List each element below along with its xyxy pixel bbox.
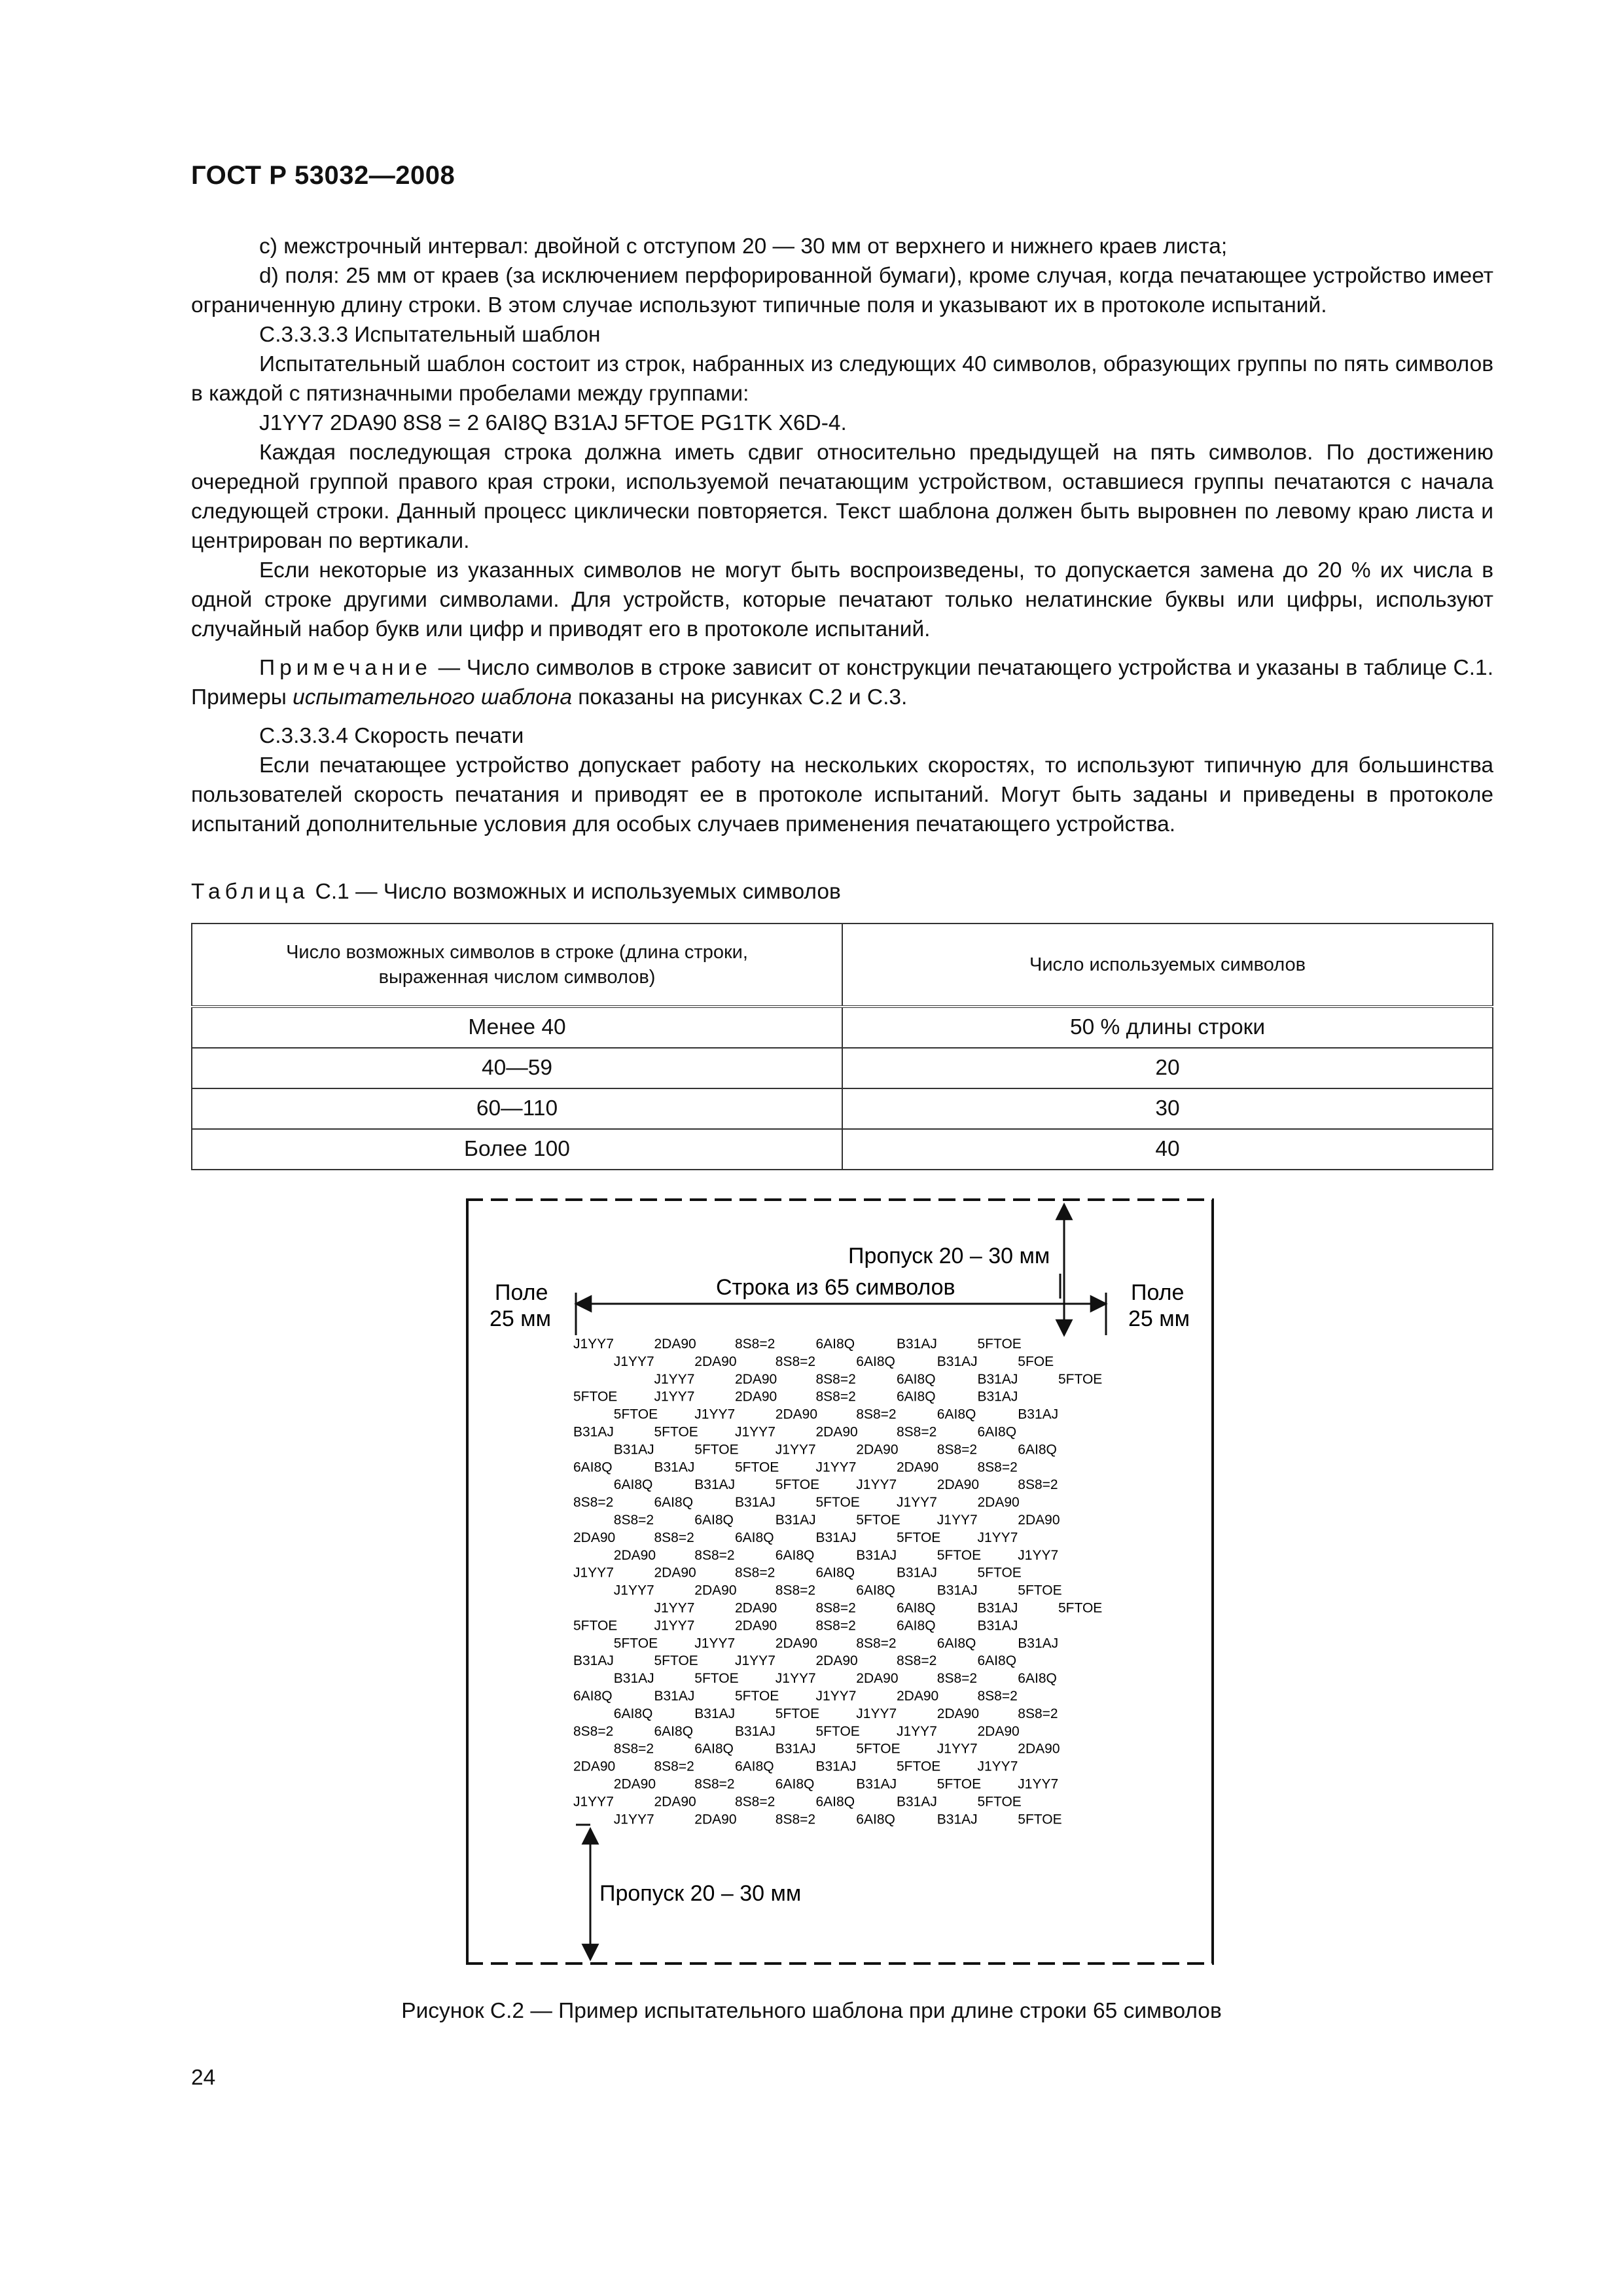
pattern-group: 6AI8Q xyxy=(856,1354,895,1369)
pattern-group: J1YY7 xyxy=(856,1477,897,1493)
pattern-group: J1YY7 xyxy=(735,1653,776,1669)
pattern-group: 5FOE xyxy=(1018,1354,1054,1369)
pattern-row xyxy=(614,1636,1058,1651)
table-cell: 40 xyxy=(842,1129,1493,1170)
pattern-group: 6AI8Q xyxy=(654,1495,694,1511)
pattern-group: 2DA90 xyxy=(977,1723,1020,1739)
pattern-group: 2DA90 xyxy=(573,1759,616,1774)
pattern-group: 2DA90 xyxy=(977,1495,1020,1511)
test-pattern-paragraph-1: Испытательный шаблон состоит из строк, набранных из следующих 40 символов, образующих группы по пять символов в каждой с пятизначными пробелами между группами: xyxy=(191,352,1493,406)
pattern-group: J1YY7 xyxy=(654,1600,695,1616)
pattern-group: J1YY7 xyxy=(613,1812,654,1827)
pattern-row xyxy=(573,1724,1020,1739)
pattern-row xyxy=(654,1372,1103,1387)
pattern-group: B31AJ xyxy=(936,1583,978,1598)
row-length-label: Строка из 65 символов xyxy=(716,1275,955,1300)
pattern-rows xyxy=(573,1336,1102,1827)
pattern-group: 2DA90 xyxy=(654,1565,696,1581)
pattern-row xyxy=(614,1706,1058,1721)
pattern-group: B31AJ xyxy=(936,1812,978,1827)
pattern-group: 6AI8Q xyxy=(694,1513,734,1528)
pattern-group: 8S8=2 xyxy=(654,1759,694,1774)
pattern-group: 2DA90 xyxy=(897,1460,939,1475)
section-title-test-pattern: С.3.3.3.3 Испытательный шаблон xyxy=(259,323,601,347)
pattern-row xyxy=(573,1530,1018,1545)
pattern-group: 5FTOE xyxy=(897,1759,941,1774)
pattern-row xyxy=(614,1671,1057,1686)
pattern-group: 6AI8Q xyxy=(815,1336,855,1352)
pattern-row xyxy=(614,1407,1058,1422)
pattern-group: B31AJ xyxy=(856,1776,897,1792)
pattern-group: B31AJ xyxy=(815,1759,857,1774)
pattern-row xyxy=(573,1336,1022,1352)
pattern-group: 6AI8Q xyxy=(573,1689,613,1704)
pattern-group: 8S8=2 xyxy=(573,1495,614,1511)
pattern-row xyxy=(573,1460,1018,1475)
pattern-group: 2DA90 xyxy=(897,1689,939,1704)
pattern-row xyxy=(614,1513,1060,1528)
pattern-group: 5FTOE xyxy=(936,1547,982,1563)
test-pattern-paragraph-3: Если некоторые из указанных символов не могут быть воспроизведены, то допускается замена до 20 % их числа в одной строке другими символами. Для устройств, которые печатают только нелатинские буквы или цифры, используют случайный набор букв или цифр и приводят его в протоколе испытаний. xyxy=(191,558,1493,641)
pattern-group: 5FTOE xyxy=(1058,1600,1103,1616)
pattern-group: 8S8=2 xyxy=(775,1583,816,1598)
pattern-group: 8S8=2 xyxy=(1018,1706,1058,1721)
right-margin-label-2: 25 мм xyxy=(1128,1306,1190,1331)
pattern-group: 8S8=2 xyxy=(735,1565,776,1581)
pattern-group: B31AJ xyxy=(897,1794,937,1810)
pattern-group: 8S8=2 xyxy=(856,1636,897,1651)
pattern-group: J1YY7 xyxy=(573,1336,614,1352)
left-margin-label-1: Поле xyxy=(495,1280,548,1305)
pattern-group: J1YY7 xyxy=(936,1513,978,1528)
pattern-group: 5FTOE xyxy=(694,1671,739,1687)
item-c: c) межстрочный интервал: двойной с отступом 20 — 30 мм от верхнего и нижнего краев листа; xyxy=(259,234,1228,259)
pattern-group: 6AI8Q xyxy=(897,1389,936,1405)
pattern-group: 8S8=2 xyxy=(815,1618,856,1634)
pattern-group: J1YY7 xyxy=(815,1460,857,1475)
pattern-group: 6AI8Q xyxy=(735,1759,774,1774)
pattern-group: B31AJ xyxy=(1018,1407,1059,1422)
pattern-group: 6AI8Q xyxy=(815,1565,855,1581)
pattern-group: 8S8=2 xyxy=(977,1689,1018,1704)
pattern-group: 5FTOE xyxy=(977,1336,1022,1352)
pattern-group: 8S8=2 xyxy=(977,1460,1018,1475)
pattern-group: 5FTOE xyxy=(856,1741,901,1757)
pattern-row xyxy=(614,1583,1062,1598)
pattern-group: J1YY7 xyxy=(897,1495,937,1511)
pattern-group: 2DA90 xyxy=(856,1442,899,1458)
pattern-group: B31AJ xyxy=(977,1618,1018,1634)
pattern-group: 5FTOE xyxy=(613,1407,658,1422)
pattern-group: 6AI8Q xyxy=(573,1460,613,1475)
pattern-group: J1YY7 xyxy=(1018,1547,1059,1563)
pattern-group: B31AJ xyxy=(856,1547,897,1563)
pattern-row xyxy=(614,1812,1062,1827)
pattern-group: 6AI8Q xyxy=(775,1776,815,1792)
pattern-group: 6AI8Q xyxy=(775,1547,815,1563)
table-header-used: Число используемых символов xyxy=(842,924,1493,1007)
pattern-group: 2DA90 xyxy=(775,1407,818,1422)
pattern-group: 6AI8Q xyxy=(897,1618,936,1634)
pattern-group: 6AI8Q xyxy=(936,1407,976,1422)
pattern-group: J1YY7 xyxy=(654,1371,695,1387)
pattern-group: 2DA90 xyxy=(735,1618,777,1634)
pattern-group: 5FTOE xyxy=(735,1460,779,1475)
pattern-group: B31AJ xyxy=(897,1336,937,1352)
pattern-group: J1YY7 xyxy=(654,1389,695,1405)
pattern-group: 5FTOE xyxy=(775,1477,820,1493)
pattern-group: 6AI8Q xyxy=(977,1424,1017,1440)
pattern-group: J1YY7 xyxy=(573,1794,614,1810)
pattern-group: 5FTOE xyxy=(977,1565,1022,1581)
pattern-group: J1YY7 xyxy=(735,1424,776,1440)
pattern-row xyxy=(573,1794,1022,1809)
left-margin-label-2: 25 мм xyxy=(490,1306,552,1331)
pattern-group: 2DA90 xyxy=(654,1794,696,1810)
pattern-group: 5FTOE xyxy=(977,1794,1022,1810)
pattern-group: 5FTOE xyxy=(573,1618,618,1634)
pattern-row xyxy=(573,1390,1018,1405)
pattern-group: B31AJ xyxy=(735,1723,776,1739)
pattern-group: B31AJ xyxy=(775,1741,816,1757)
pattern-group: 8S8=2 xyxy=(815,1600,856,1616)
pattern-group: 2DA90 xyxy=(694,1354,737,1369)
pattern-group: J1YY7 xyxy=(775,1442,816,1458)
table-cell: Более 100 xyxy=(192,1129,842,1170)
pattern-group: 8S8=2 xyxy=(573,1723,614,1739)
pattern-group: B31AJ xyxy=(573,1424,614,1440)
pattern-group: 2DA90 xyxy=(936,1706,980,1721)
pattern-group: B31AJ xyxy=(694,1706,736,1721)
pattern-group: 6AI8Q xyxy=(613,1706,653,1721)
pattern-group: 8S8=2 xyxy=(775,1354,816,1369)
right-margin-label-1: Поле xyxy=(1131,1280,1185,1305)
top-gap-label: Пропуск 20 – 30 мм xyxy=(848,1244,1050,1268)
pattern-row xyxy=(573,1653,1016,1668)
table-cell: 60—110 xyxy=(192,1088,842,1129)
pattern-group: 2DA90 xyxy=(815,1653,858,1669)
pattern-group: B31AJ xyxy=(775,1513,816,1528)
item-d: d) поля: 25 мм от краев (за исключением перфорированной бумаги), кроме случая, когда печатающее устройство имеет ограниченную длину строки. В этом случае используют типичные поля и указывают их в протоколе испытаний. xyxy=(191,264,1493,317)
pattern-group: 5FTOE xyxy=(654,1424,698,1440)
pattern-group: 8S8=2 xyxy=(735,1794,776,1810)
note-text-a: — Число символов в строке зависит от конструкции печатающего устройства и указаны в таблице С.1. Примеры xyxy=(191,656,1493,709)
pattern-group: 6AI8Q xyxy=(1018,1671,1057,1687)
pattern-group: J1YY7 xyxy=(775,1671,816,1687)
pattern-group: B31AJ xyxy=(613,1671,654,1687)
pattern-group: 5FTOE xyxy=(775,1706,820,1721)
pattern-group: 6AI8Q xyxy=(977,1653,1017,1669)
pattern-group: 8S8=2 xyxy=(1018,1477,1058,1493)
pattern-group: 5FTOE xyxy=(735,1689,779,1704)
pattern-group: B31AJ xyxy=(897,1565,937,1581)
pattern-group: 2DA90 xyxy=(1018,1513,1060,1528)
pattern-group: J1YY7 xyxy=(1018,1776,1059,1792)
pattern-group: 5FTOE xyxy=(613,1636,658,1651)
pattern-group: 5FTOE xyxy=(936,1776,982,1792)
pattern-group: 8S8=2 xyxy=(815,1371,856,1387)
table-header-possible-text: Число возможных символов в строке (длина строки, выраженная числом символов) xyxy=(286,942,748,988)
pattern-group: B31AJ xyxy=(936,1354,978,1369)
pattern-group: 6AI8Q xyxy=(856,1583,895,1598)
pattern-row xyxy=(614,1742,1060,1757)
pattern-row xyxy=(573,1618,1018,1633)
table-cell: 40—59 xyxy=(192,1048,842,1088)
table-cell: 20 xyxy=(842,1048,1493,1088)
pattern-group: B31AJ xyxy=(977,1389,1018,1405)
pattern-group: J1YY7 xyxy=(613,1354,654,1369)
pattern-group: 8S8=2 xyxy=(936,1671,978,1687)
pattern-group: J1YY7 xyxy=(573,1565,614,1581)
pattern-group: 2DA90 xyxy=(1018,1741,1060,1757)
pattern-row xyxy=(614,1477,1058,1492)
pattern-group: 2DA90 xyxy=(613,1776,656,1792)
table-caption-label: Таблица xyxy=(191,880,310,904)
note-text-italic: испытательного шаблона xyxy=(293,685,572,709)
pattern-group: 8S8=2 xyxy=(897,1424,937,1440)
pattern-group: 8S8=2 xyxy=(897,1653,937,1669)
pattern-group: J1YY7 xyxy=(897,1723,937,1739)
note-text-b: показаны на рисунках С.2 и С.3. xyxy=(571,685,908,709)
pattern-group: 5FTOE xyxy=(654,1653,698,1669)
print-speed-paragraph: Если печатающее устройство допускает работу на нескольких скоростях, то используют типичную для большинства пользователей скорость печатания и приводят ее в протоколе испытаний. Могут быть заданы и приведены в протоколе испытаний дополнительные условия для особых случаев применения печатающего устройства. xyxy=(191,753,1493,836)
pattern-group: 5FTOE xyxy=(694,1442,739,1458)
pattern-group: B31AJ xyxy=(694,1477,736,1493)
pattern-group: 5FTOE xyxy=(1018,1583,1062,1598)
pattern-group: 5FTOE xyxy=(815,1495,860,1511)
pattern-group: 8S8=2 xyxy=(613,1513,654,1528)
pattern-group: 8S8=2 xyxy=(775,1812,816,1827)
pattern-group: 2DA90 xyxy=(613,1547,656,1563)
pattern-row xyxy=(654,1601,1103,1616)
pattern-group: 5FTOE xyxy=(1018,1812,1062,1827)
pattern-group: 5FTOE xyxy=(897,1530,941,1545)
pattern-group: J1YY7 xyxy=(977,1530,1018,1545)
pattern-row xyxy=(573,1689,1018,1704)
pattern-group: J1YY7 xyxy=(815,1689,857,1704)
pattern-group: 2DA90 xyxy=(775,1636,818,1651)
pattern-group: 8S8=2 xyxy=(654,1530,694,1545)
pattern-group: B31AJ xyxy=(735,1495,776,1511)
pattern-group: 5FTOE xyxy=(573,1389,618,1405)
pattern-group: 2DA90 xyxy=(735,1389,777,1405)
pattern-group: 6AI8Q xyxy=(613,1477,653,1493)
pattern-group: J1YY7 xyxy=(977,1759,1018,1774)
pattern-group: 6AI8Q xyxy=(936,1636,976,1651)
pattern-group: B31AJ xyxy=(613,1442,654,1458)
pattern-group: 5FTOE xyxy=(1058,1371,1103,1387)
pattern-group: 6AI8Q xyxy=(694,1741,734,1757)
pattern-group: J1YY7 xyxy=(694,1636,736,1651)
page-number: 24 xyxy=(191,2066,216,2090)
pattern-group: B31AJ xyxy=(815,1530,857,1545)
pattern-group: 6AI8Q xyxy=(735,1530,774,1545)
bottom-gap-label: Пропуск 20 – 30 мм xyxy=(599,1881,802,1906)
pattern-row xyxy=(573,1425,1016,1440)
pattern-group: 6AI8Q xyxy=(1018,1442,1057,1458)
pattern-group: B31AJ xyxy=(654,1460,695,1475)
pattern-group: 8S8=2 xyxy=(936,1442,978,1458)
pattern-row xyxy=(614,1442,1057,1457)
pattern-group: B31AJ xyxy=(654,1689,695,1704)
pattern-group: 6AI8Q xyxy=(897,1371,936,1387)
table-cell: 30 xyxy=(842,1088,1493,1129)
pattern-group: 8S8=2 xyxy=(694,1776,735,1792)
test-pattern-paragraph-2: Каждая последующая строка должна иметь сдвиг относительно предыдущей на пять символов. По достижению очередной группой правого края строки, используемой печатающим устройством, оставшиеся группы печатаются с начала следующей строки. Данный процесс циклически повторяется. Текст шаблона должен быть выровнен по левому краю листа и центрирован по вертикали. xyxy=(191,440,1493,553)
pattern-group: 2DA90 xyxy=(936,1477,980,1493)
pattern-group: 2DA90 xyxy=(694,1812,737,1827)
pattern-group: B31AJ xyxy=(977,1371,1018,1387)
pattern-group: 6AI8Q xyxy=(815,1794,855,1810)
pattern-group: 8S8=2 xyxy=(735,1336,776,1352)
table-caption-text: С.1 — Число возможных и используемых символов xyxy=(309,880,841,904)
pattern-row xyxy=(573,1759,1018,1774)
pattern-group: 8S8=2 xyxy=(856,1407,897,1422)
document-header: ГОСТ Р 53032—2008 xyxy=(191,161,455,190)
pattern-group: 2DA90 xyxy=(856,1671,899,1687)
pattern-row xyxy=(573,1495,1020,1510)
pattern-group: 6AI8Q xyxy=(897,1600,936,1616)
pattern-row xyxy=(573,1566,1022,1581)
note-label: Примечание xyxy=(259,656,432,680)
pattern-group: B31AJ xyxy=(573,1653,614,1669)
pattern-group: 8S8=2 xyxy=(815,1389,856,1405)
pattern-group: 5FTOE xyxy=(856,1513,901,1528)
figure-caption: Рисунок С.2 — Пример испытательного шаблона при длине строки 65 символов xyxy=(401,1999,1222,2023)
pattern-group: J1YY7 xyxy=(936,1741,978,1757)
table-cell: Менее 40 xyxy=(192,1007,842,1048)
pattern-group: 2DA90 xyxy=(735,1600,777,1616)
table-cell: 50 % длины строки xyxy=(842,1007,1493,1048)
test-pattern-sequence: J1YY7 2DA90 8S8 = 2 6AI8Q B31AJ 5FTOE PG1TK X6D-4. xyxy=(259,411,847,435)
pattern-group: 2DA90 xyxy=(573,1530,616,1545)
pattern-group: B31AJ xyxy=(1018,1636,1059,1651)
pattern-row xyxy=(614,1354,1054,1369)
pattern-group: J1YY7 xyxy=(856,1706,897,1721)
pattern-group: 8S8=2 xyxy=(694,1547,735,1563)
section-title-print-speed: С.3.3.3.4 Скорость печати xyxy=(259,724,524,748)
pattern-group: 2DA90 xyxy=(815,1424,858,1440)
pattern-group: J1YY7 xyxy=(654,1618,695,1634)
pattern-group: 5FTOE xyxy=(815,1723,860,1739)
pattern-group: 2DA90 xyxy=(654,1336,696,1352)
pattern-group: J1YY7 xyxy=(613,1583,654,1598)
pattern-group: J1YY7 xyxy=(694,1407,736,1422)
pattern-group: 6AI8Q xyxy=(856,1812,895,1827)
pattern-group: B31AJ xyxy=(977,1600,1018,1616)
pattern-group: 2DA90 xyxy=(735,1371,777,1387)
pattern-row xyxy=(614,1548,1058,1563)
pattern-group: 8S8=2 xyxy=(613,1741,654,1757)
pattern-group: 6AI8Q xyxy=(654,1723,694,1739)
pattern-row xyxy=(614,1777,1058,1792)
pattern-group: 2DA90 xyxy=(694,1583,737,1598)
